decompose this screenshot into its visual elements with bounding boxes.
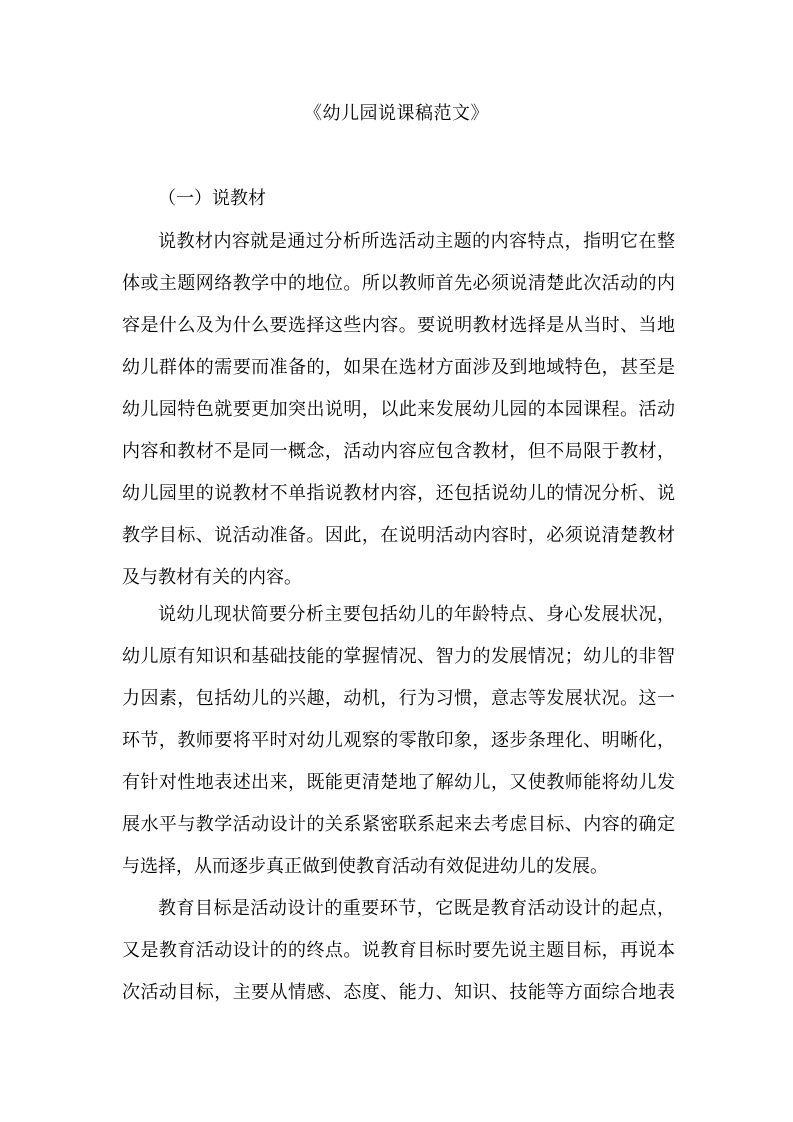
paragraph-3-line: 教育目标是活动设计的重要环节，它既是教育活动设计的起点， bbox=[158, 898, 675, 919]
paragraph-1-line: 教学目标、说活动准备。因此，在说明活动内容时，必须说清楚教材 bbox=[122, 525, 675, 546]
paragraph-1-line: 说教材内容就是通过分析所选活动主题的内容特点，指明它在整 bbox=[158, 231, 675, 252]
paragraph-2-line: 与选择，从而逐步真正做到使教育活动有效促进幼儿的发展。 bbox=[122, 856, 608, 877]
paragraph-1-line: 幼儿园里的说教材不单指说教材内容，还包括说幼儿的情况分析、说 bbox=[122, 483, 675, 504]
paragraph-2-line: 力因素，包括幼儿的兴趣，动机，行为习惯，意志等发展状况。这一 bbox=[122, 688, 675, 709]
paragraph-3-line: 次活动目标，主要从情感、态度、能力、知识、技能等方面综合地表 bbox=[122, 982, 675, 1003]
paragraph-1-line: 容是什么及为什么要选择这些内容。要说明教材选择是从当时、当地 bbox=[122, 315, 675, 336]
paragraph-1-line: 幼儿园特色就要更加突出说明，以此来发展幼儿园的本园课程。活动 bbox=[122, 399, 675, 420]
paragraph-2-line: 幼儿原有知识和基础技能的掌握情况、智力的发展情况；幼儿的非智 bbox=[122, 646, 675, 667]
section-heading: （一）说教材 bbox=[158, 188, 266, 209]
paragraph-1-line: 内容和教材不是同一概念，活动内容应包含教材，但不局限于教材， bbox=[122, 441, 675, 462]
paragraph-2-line: 有针对性地表述出来，既能更清楚地了解幼儿，又使教师能将幼儿发 bbox=[122, 772, 675, 793]
paragraph-1-line: 幼儿群体的需要而准备的，如果在选材方面涉及到地域特色，甚至是 bbox=[122, 357, 675, 378]
paragraph-2-line: 展水平与教学活动设计的关系紧密联系起来去考虑目标、内容的确定 bbox=[122, 814, 675, 835]
paragraph-2-line: 说幼儿现状简要分析主要包括幼儿的年龄特点、身心发展状况， bbox=[158, 604, 675, 625]
paragraph-1-line: 及与教材有关的内容。 bbox=[122, 567, 302, 588]
paragraph-3-line: 又是教育活动设计的的终点。说教育目标时要先说主题目标，再说本 bbox=[122, 940, 675, 961]
paragraph-2-line: 环节，教师要将平时对幼儿观察的零散印象，逐步条理化、明晰化， bbox=[122, 730, 675, 751]
paragraph-1-line: 体或主题网络教学中的地位。所以教师首先必须说清楚此次活动的内 bbox=[122, 273, 675, 294]
document-title: 《幼儿园说课稿范文》 bbox=[304, 103, 489, 124]
